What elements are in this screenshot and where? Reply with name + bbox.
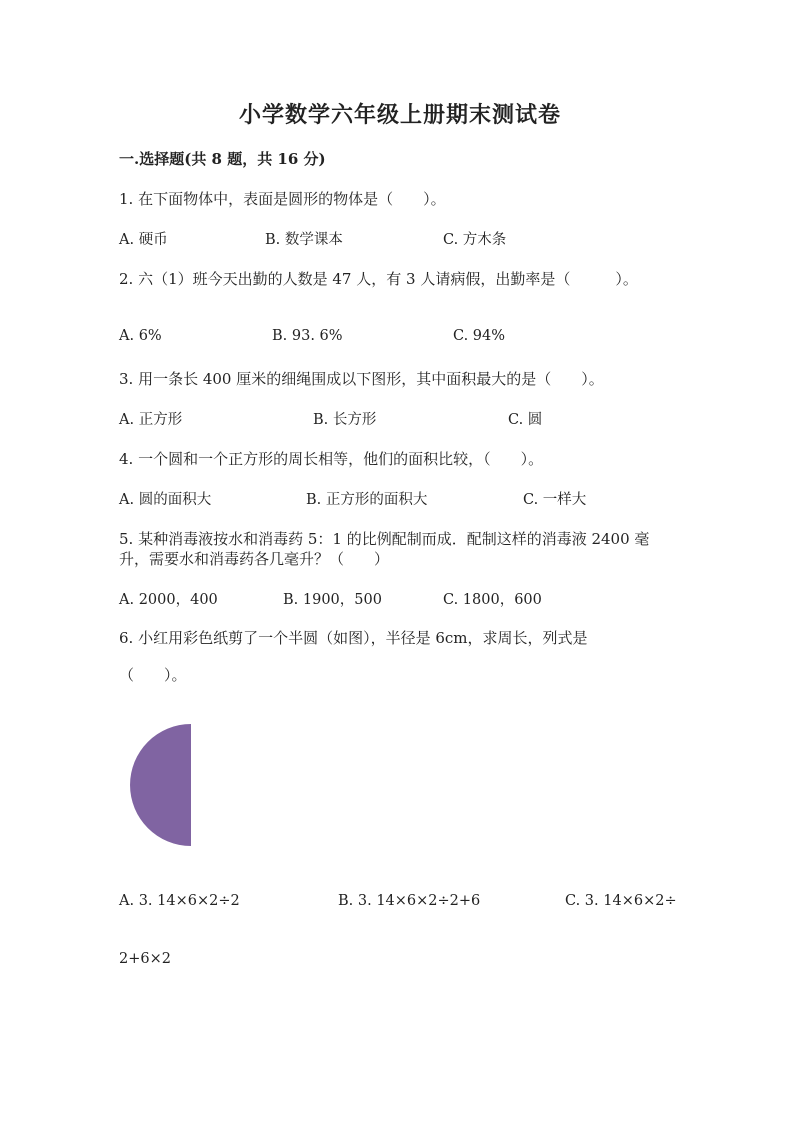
q6-option-a: A. 3. 14×6×2÷2 [119,893,240,909]
question-6-line-2: （ ）。 [119,666,187,684]
section-heading: 一.选择题(共 8 题，共 16 分) [119,150,326,168]
semicircle-figure [129,724,193,846]
q1-option-c: C. 方木条 [443,232,507,248]
question-3: 3. 用一条长 400 厘米的细绳围成以下图形，其中面积最大的是（ ）。 [119,370,604,388]
semicircle-shape [130,724,191,846]
q2-option-c: C. 94% [453,328,506,344]
q6-option-c-continued: 2+6×2 [119,951,171,967]
q3-option-a: A. 正方形 [119,412,183,428]
q3-option-c: C. 圆 [508,412,543,428]
q6-option-c: C. 3. 14×6×2÷ [565,893,677,909]
q6-option-b: B. 3. 14×6×2÷2+6 [338,893,481,909]
question-5-line-2: 升，需要水和消毒药各几毫升？（ ） [119,550,390,568]
question-2: 2. 六（1）班今天出勤的人数是 47 人，有 3 人请病假，出勤率是（ ）。 [119,270,638,288]
page-title: 小学数学六年级上册期末测试卷 [238,102,561,128]
q3-option-b: B. 长方形 [313,412,377,428]
q5-option-a: A. 2000，400 [119,592,218,608]
q1-option-a: A. 硬币 [119,232,168,248]
question-1: 1. 在下面物体中，表面是圆形的物体是（ ）。 [119,190,446,208]
q2-option-b: B. 93. 6% [272,328,343,344]
q4-option-a: A. 圆的面积大 [119,492,212,508]
q4-option-c: C. 一样大 [523,492,587,508]
q1-option-b: B. 数学课本 [265,232,343,248]
q2-option-a: A. 6% [119,328,162,344]
question-4: 4. 一个圆和一个正方形的周长相等，他们的面积比较，（ ）。 [119,450,544,468]
q4-option-b: B. 正方形的面积大 [306,492,428,508]
q5-option-c: C. 1800，600 [443,592,542,608]
question-6-line-1: 6. 小红用彩色纸剪了一个半圆（如图），半径是 6cm，求周长，列式是 [119,629,588,647]
question-5-line-1: 5. 某种消毒液按水和消毒药 5：1 的比例配制而成．配制这样的消毒液 2400 毫 [119,530,650,548]
q5-option-b: B. 1900，500 [283,592,382,608]
